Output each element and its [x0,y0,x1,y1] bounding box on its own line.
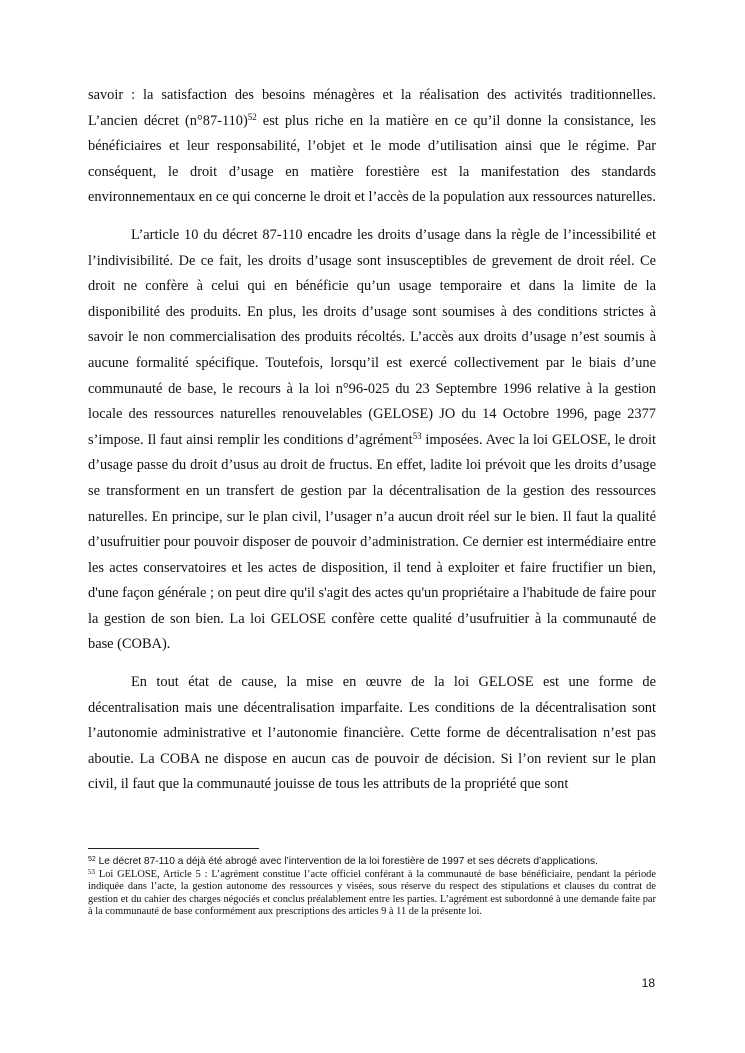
paragraph-3 [88,670,656,798]
footnote-separator [88,848,259,849]
footnote-number: 53 [88,867,95,876]
footnote-ref-53[interactable]: 53 [412,430,422,441]
footnote-ref-52[interactable]: 52 [247,111,257,122]
paragraph-text: L’article 10 du décret 87-110 encadre les droits d’usage dans la règle de l’incessibilité et l’indivisibilité. De ce fait, les droits d’usage sont insusceptibles de grevement de droit réel. Ce droit ne confère à celui qui en bénéficie qu’un usage temporaire et dans la limite de la disponibilité des produits. En plus, les droits d’usage sont soumises à des conditions strictes à savoir le non commercialisation des produits récoltés. L’accès aux droits d’usage n’est soumis à aucune formalité spécifique. Toutefois, lorsqu’il est exercé collectivement par le biais d’une communauté de base, le recours à la loi n°96-025 du 23 Septembre 1996 relative à la gestion locale des ressources naturelles renouvelables (GELOSE) JO du 14 Octobre 1996, page 2377 s’impose. Il faut ainsi remplir les conditions d’agrément [88,226,656,448]
footnotes [88,856,656,919]
paragraph-1 [88,83,656,211]
page-number: 18 [641,976,655,990]
paragraph-text: imposées. Avec la loi GELOSE, le droit d’usage passe du droit d’usus au droit de fructus. En effet, ladite loi prévoit que les droits d’usage se transforment en un transfert de gestion par la décentralisation de la gestion des ressources naturelles. En principe, sur le plan civil, l’usager n’a aucun droit réel sur le bien. Il faut la qualité d’usufruitier pour pouvoir disposer de pouvoir d’administration. Ce dernier est intermédiaire entre les actes conservatoires et les actes de disposition, il tend à exploiter et faire fructifier un bien, d'une façon générale ; on peut dire qu'il s'agit des actes qu'un propriétaire a l'habitude de faire pour la gestion de son bien. La loi GELOSE confère cette qualité d’usufruitier à la communauté de base (COBA). [88,431,656,653]
footnote-number: 52 [88,856,96,863]
footnote-52 [88,856,656,869]
paragraph-text: En tout état de cause, la mise en œuvre de la loi GELOSE est une forme de décentralisation mais une décentralisation imparfaite. Les conditions de la décentralisation sont l’autonomie administrative et l’autonomie financière. Cette forme de décentralisation n’est pas aboutie. La COBA ne dispose en aucun cas de pouvoir de décision. Si l’on revient sur le plan civil, il faut que la communauté jouisse de tous les attributs de la propriété que sont [88,674,656,793]
footnote-text: Le décret 87-110 a déjà été abrogé avec l’intervention de la loi forestière de 1997 et ses décrets d’applications. [95,856,598,867]
paragraph-text: est plus riche en la matière en ce qu’il donne la consistance, les bénéficiaires et leur responsabilité, l’objet et le mode d’utilisation ainsi que le régime. Par conséquent, le droit d’usage en matière forestière est la manifestation des standards environnementaux en ce qui concerne le droit et l’accès de la population aux ressources naturelles. [88,112,656,206]
footnote-53 [88,869,656,919]
document-page [88,83,656,810]
paragraph-2 [88,223,656,658]
footnote-text: Loi GELOSE, Article 5 : L’agrément constitue l’acte officiel conférant à la communauté de base bénéficiaire, pendant la période indiquée dans l’acte, la gestion autonome des ressources y visées, sous réserve du respect des stipulations et clauses du contrat de gestion et du cahier des charges négociés et conclus préalablement entre les parties. L’agrément est subordonné à une demande faite par à la communauté de base conformément aux prescriptions des articles 9 à 11 de la présente loi. [88,868,656,918]
paragraph-text: savoir : la satisfaction des besoins ménagères et la réalisation des activités traditionnelles. L’ancien décret (n°87-110) [88,87,656,129]
